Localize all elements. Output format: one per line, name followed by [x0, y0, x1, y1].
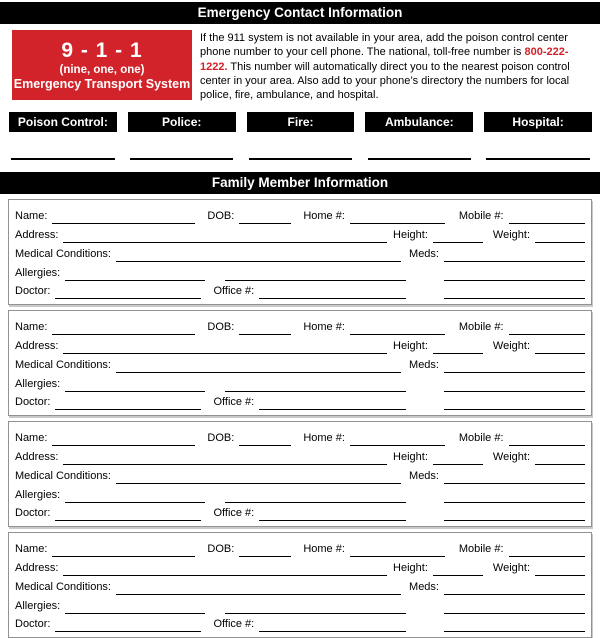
height-blank[interactable] — [433, 341, 483, 354]
meds-continuation-blank[interactable] — [444, 379, 585, 392]
weight-blank[interactable] — [535, 230, 585, 243]
name-label: Name: — [15, 432, 48, 445]
label-ambulance: Ambulance: — [365, 112, 473, 132]
doctor-label: Doctor: — [15, 285, 51, 298]
police-phone-blank[interactable] — [128, 158, 236, 160]
member-row-name — [15, 205, 585, 224]
address-label: Address: — [15, 229, 59, 242]
member-row-doctor — [15, 614, 585, 633]
dob-blank[interactable] — [239, 544, 291, 557]
medical-conditions-blank[interactable] — [116, 582, 401, 595]
height-label: Height: — [393, 562, 428, 575]
section-header-family-member — [0, 172, 600, 194]
member-row-medical — [15, 243, 585, 262]
home-phone-label: Home #: — [303, 321, 345, 334]
blank-line[interactable] — [486, 158, 589, 160]
mobile-phone-label: Mobile #: — [458, 210, 504, 223]
hospital-phone-blank[interactable] — [484, 158, 592, 160]
address-blank[interactable] — [63, 341, 387, 354]
weight-label: Weight: — [492, 451, 530, 464]
name-label: Name: — [15, 210, 48, 223]
home-phone-blank[interactable] — [350, 433, 445, 446]
height-blank[interactable] — [433, 452, 483, 465]
height-blank[interactable] — [433, 563, 483, 576]
medical-conditions-label: Medical Conditions: — [15, 469, 111, 482]
allergies-label: Allergies: — [15, 266, 61, 279]
name-blank[interactable] — [52, 544, 195, 557]
home-phone-label: Home #: — [303, 543, 345, 556]
dob-blank[interactable] — [239, 211, 291, 224]
address-blank[interactable] — [63, 230, 387, 243]
mobile-phone-blank[interactable] — [509, 322, 585, 335]
dob-label: DOB: — [207, 321, 235, 334]
section-title: Family Member Information — [211, 175, 389, 191]
weight-blank[interactable] — [535, 563, 585, 576]
office-phone-blank[interactable] — [259, 619, 406, 632]
poison-control-instructions — [200, 30, 588, 102]
doctor-blank[interactable] — [55, 508, 201, 521]
dob-label: DOB: — [207, 432, 235, 445]
member-row-allergies — [15, 373, 585, 392]
meds-label: Meds: — [409, 358, 439, 371]
weight-blank[interactable] — [535, 452, 585, 465]
label-police: Police: — [128, 112, 236, 132]
name-blank[interactable] — [52, 211, 195, 224]
medical-conditions-blank[interactable] — [116, 471, 401, 484]
weight-blank[interactable] — [535, 341, 585, 354]
name-blank[interactable] — [52, 322, 195, 335]
911-number: 9 - 1 - 1 — [61, 38, 143, 62]
office-phone-blank[interactable] — [259, 397, 406, 410]
meds-label: Meds: — [409, 247, 439, 260]
medical-conditions-label: Medical Conditions: — [15, 580, 111, 593]
blank-line[interactable] — [130, 158, 233, 160]
meds-continuation-blank-2[interactable] — [444, 286, 585, 299]
meds-continuation-blank-2[interactable] — [444, 508, 585, 521]
address-label: Address: — [15, 562, 59, 575]
doctor-label: Doctor: — [15, 507, 51, 520]
911-callout-box — [12, 30, 192, 100]
allergies-blank[interactable] — [65, 379, 205, 392]
allergies-continuation-blank[interactable] — [225, 601, 406, 614]
dob-blank[interactable] — [239, 433, 291, 446]
label-fire: Fire: — [247, 112, 355, 132]
emergency-contact-form-page — [0, 2, 600, 631]
allergies-continuation-blank[interactable] — [225, 490, 406, 503]
label-poison-control: Poison Control: — [9, 112, 117, 132]
fire-phone-blank[interactable] — [247, 158, 355, 160]
allergies-label: Allergies: — [15, 488, 61, 501]
911-pronunciation: (nine, one, one) — [59, 63, 145, 76]
member-row-address — [15, 446, 585, 465]
office-phone-blank[interactable] — [259, 286, 406, 299]
family-member-box — [8, 421, 592, 527]
instructions-text-after: This number will automatically direct you to the nearest poison control center in your area. Also add to your phone’s directory the numbers for local police, fire, ambulance, and hospital. — [200, 60, 570, 102]
blank-line[interactable] — [11, 158, 114, 160]
allergies-blank[interactable] — [65, 601, 205, 614]
meds-continuation-blank[interactable] — [444, 268, 585, 281]
allergies-continuation-blank[interactable] — [225, 379, 406, 392]
blank-line[interactable] — [249, 158, 352, 160]
poison-control-phone-blank[interactable] — [9, 158, 117, 160]
label-hospital: Hospital: — [484, 112, 592, 132]
member-row-doctor — [15, 503, 585, 522]
allergies-continuation-blank[interactable] — [225, 268, 406, 281]
home-phone-blank[interactable] — [350, 322, 445, 335]
name-label: Name: — [15, 543, 48, 556]
weight-label: Weight: — [492, 562, 530, 575]
home-phone-label: Home #: — [303, 210, 345, 223]
family-member-box — [8, 199, 592, 305]
office-phone-blank[interactable] — [259, 508, 406, 521]
home-phone-blank[interactable] — [350, 544, 445, 557]
911-system-label: Emergency Transport System — [13, 76, 191, 91]
medical-conditions-blank[interactable] — [116, 249, 401, 262]
height-label: Height: — [393, 229, 428, 242]
family-member-box — [8, 310, 592, 416]
instructions-text-before: If the 911 system is not available in your area, add the poison control center phone number to your cell phone. The national, toll-free number is — [200, 32, 568, 59]
address-blank[interactable] — [63, 452, 387, 465]
height-label: Height: — [393, 451, 428, 464]
family-member-boxes — [0, 199, 600, 638]
meds-continuation-blank[interactable] — [444, 490, 585, 503]
member-row-allergies — [15, 484, 585, 503]
emergency-contact-blanks-row — [9, 158, 592, 160]
meds-continuation-blank-2[interactable] — [444, 619, 585, 632]
allergies-blank[interactable] — [65, 490, 205, 503]
meds-continuation-blank[interactable] — [444, 601, 585, 614]
member-row-name — [15, 316, 585, 335]
meds-blank[interactable] — [444, 360, 585, 373]
meds-continuation-blank-2[interactable] — [444, 397, 585, 410]
name-blank[interactable] — [52, 433, 195, 446]
weight-label: Weight: — [492, 340, 530, 353]
section-header-emergency-contact — [0, 2, 600, 24]
doctor-blank[interactable] — [55, 397, 201, 410]
mobile-phone-blank[interactable] — [509, 433, 585, 446]
address-label: Address: — [15, 451, 59, 464]
office-phone-label: Office #: — [213, 396, 255, 409]
dob-blank[interactable] — [239, 322, 291, 335]
member-row-doctor — [15, 392, 585, 411]
member-row-medical — [15, 465, 585, 484]
weight-label: Weight: — [492, 229, 530, 242]
height-blank[interactable] — [433, 230, 483, 243]
member-row-allergies — [15, 595, 585, 614]
mobile-phone-label: Mobile #: — [458, 432, 504, 445]
member-row-doctor — [15, 281, 585, 300]
blank-line[interactable] — [368, 158, 471, 160]
member-row-name — [15, 427, 585, 446]
office-phone-label: Office #: — [213, 618, 255, 631]
meds-label: Meds: — [409, 580, 439, 593]
address-blank[interactable] — [63, 563, 387, 576]
member-row-allergies — [15, 262, 585, 281]
doctor-label: Doctor: — [15, 618, 51, 631]
home-phone-label: Home #: — [303, 432, 345, 445]
home-phone-blank[interactable] — [350, 211, 445, 224]
meds-blank[interactable] — [444, 582, 585, 595]
allergies-label: Allergies: — [15, 599, 61, 612]
member-row-medical — [15, 354, 585, 373]
meds-blank[interactable] — [444, 471, 585, 484]
member-row-address — [15, 224, 585, 243]
family-member-box — [8, 532, 592, 638]
mobile-phone-blank[interactable] — [509, 211, 585, 224]
office-phone-label: Office #: — [213, 507, 255, 520]
member-row-name — [15, 538, 585, 557]
dob-label: DOB: — [207, 543, 235, 556]
doctor-blank[interactable] — [55, 286, 201, 299]
ambulance-phone-blank[interactable] — [365, 158, 473, 160]
poison-control-phone-number: 800-222-1222. — [200, 46, 569, 73]
dob-label: DOB: — [207, 210, 235, 223]
allergies-label: Allergies: — [15, 377, 61, 390]
member-row-medical — [15, 576, 585, 595]
mobile-phone-label: Mobile #: — [458, 543, 504, 556]
allergies-blank[interactable] — [65, 268, 205, 281]
name-label: Name: — [15, 321, 48, 334]
meds-label: Meds: — [409, 469, 439, 482]
mobile-phone-label: Mobile #: — [458, 321, 504, 334]
doctor-blank[interactable] — [55, 619, 201, 632]
medical-conditions-label: Medical Conditions: — [15, 247, 111, 260]
doctor-label: Doctor: — [15, 396, 51, 409]
meds-blank[interactable] — [444, 249, 585, 262]
height-label: Height: — [393, 340, 428, 353]
top-row — [12, 30, 588, 102]
member-row-address — [15, 557, 585, 576]
office-phone-label: Office #: — [213, 285, 255, 298]
medical-conditions-label: Medical Conditions: — [15, 358, 111, 371]
emergency-contact-labels-row — [9, 112, 592, 132]
mobile-phone-blank[interactable] — [509, 544, 585, 557]
medical-conditions-blank[interactable] — [116, 360, 401, 373]
member-row-address — [15, 335, 585, 354]
section-title: Emergency Contact Information — [197, 5, 403, 20]
address-label: Address: — [15, 340, 59, 353]
